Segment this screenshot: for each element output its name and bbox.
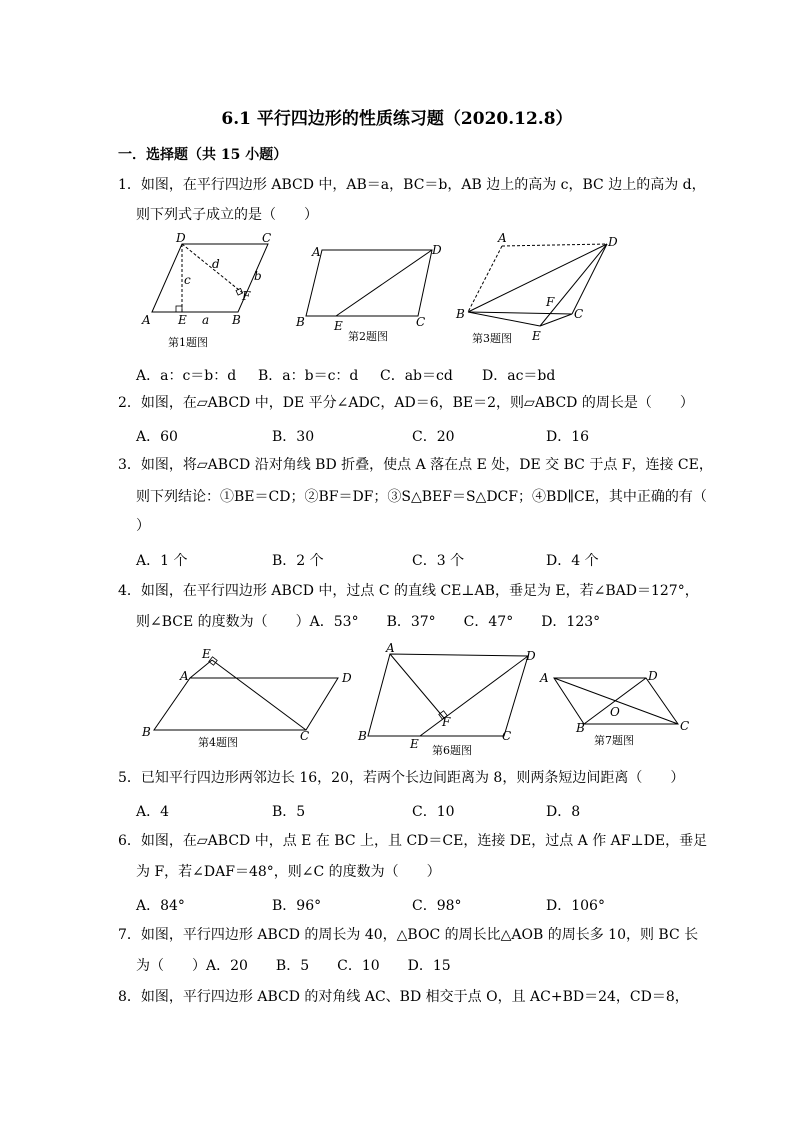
q1-option-c: C．ab＝cd xyxy=(380,368,453,384)
q1-option-b: B．a：b＝c：d xyxy=(258,368,359,384)
fig2-label: D xyxy=(432,243,442,257)
q8-line1: 8．如图，平行四边形 ABCD 的对角线 AC、BD 相交于点 O，且 AC+BD＝24，CD＝8， xyxy=(118,989,689,1005)
fig1-label: F xyxy=(242,289,251,303)
figure-4 xyxy=(138,644,358,754)
section-heading: 一．选择题（共 15 小题） xyxy=(118,147,288,163)
fig2-label: C xyxy=(416,315,426,329)
q6-option-d: D．106° xyxy=(546,898,605,914)
fig3-label: C xyxy=(574,307,584,321)
fig3-label: B xyxy=(456,307,465,321)
q4-line1: 4．如图，在平行四边形 ABCD 中，过点 C 的直线 CE⊥AB，垂足为 E，若∠BAD＝127°， xyxy=(118,583,699,599)
fig3-label: F xyxy=(546,295,555,309)
fig3-ad xyxy=(502,244,607,246)
fig7-label: D xyxy=(648,669,658,683)
fig1-label: B xyxy=(232,313,241,327)
q5-line1: 5．已知平行四边形两邻边长 16，20，若两个长边间距离为 8，则两条短边间距离（ ） xyxy=(118,770,685,786)
q3-line2: 则下列结论：①BE＝CD；②BF＝DF；③S△BEF＝S△DCF；④BD∥CE，其中正确的有（ xyxy=(136,489,707,505)
figure-7 xyxy=(540,666,700,751)
fig4-label: C xyxy=(300,729,310,743)
fig1-label: c xyxy=(184,273,191,287)
fig4-caption: 第4题图 xyxy=(198,736,238,749)
fig6-label: A xyxy=(386,641,395,655)
fig1-label: E xyxy=(178,313,187,327)
q7-line1: 7．如图，平行四边形 ABCD 的周长为 40，△BOC 的周长比△AOB 的周长多 10，则 BC 长 xyxy=(118,927,699,943)
q6-line1: 6．如图，在▱ABCD 中，点 E 在 BC 上，且 CD＝CE，连接 DE，过点 A 作 AF⊥DE，垂足 xyxy=(118,833,708,849)
fig3-dc xyxy=(572,244,607,314)
q1-option-d: D．ac＝bd xyxy=(482,368,556,384)
fig2-label: A xyxy=(312,245,321,259)
fig6-label: E xyxy=(410,737,419,751)
q1-option-a: A．a：c＝b：d xyxy=(136,368,237,384)
fig3-bc xyxy=(468,312,572,314)
fig3-label: E xyxy=(532,329,541,343)
fig1-label: b xyxy=(254,269,262,283)
q2-option-c: C．20 xyxy=(412,429,455,445)
q3-option-d: D．4 个 xyxy=(546,553,599,569)
q2-option-d: D．16 xyxy=(546,429,590,445)
figure-6 xyxy=(356,641,546,759)
fig2-label: E xyxy=(334,319,343,333)
q2-line1: 2．如图，在▱ABCD 中，DE 平分∠ADC，AD＝6，BE＝2，则▱ABCD 的周长是（ ） xyxy=(118,395,694,411)
fig6-de xyxy=(420,656,528,736)
q3-option-b: B．2 个 xyxy=(272,553,324,569)
q2-option-a: A．60 xyxy=(136,429,178,445)
fig1-label: D xyxy=(176,231,186,245)
q2-option-b: B．30 xyxy=(272,429,315,445)
q3-option-a: A．1 个 xyxy=(136,553,188,569)
q3-line3: ） xyxy=(136,518,150,534)
fig4-label: D xyxy=(342,671,352,685)
fig7-label: A xyxy=(540,671,549,685)
fig2-label: B xyxy=(296,315,305,329)
q7-line2: 为（ ）A．20 B．5 C．10 D．15 xyxy=(136,958,451,974)
fig4-ae-extension xyxy=(190,660,212,678)
fig6-label: B xyxy=(358,729,367,743)
fig7-caption: 第7题图 xyxy=(594,734,634,747)
fig7-label: C xyxy=(680,719,690,733)
figure-1 xyxy=(138,231,288,351)
figure-2 xyxy=(292,240,442,345)
fig1-label: d xyxy=(212,257,220,271)
fig3-be xyxy=(468,312,540,326)
fig1-parallelogram xyxy=(152,244,268,312)
q4-line2: 则∠BCE 的度数为（ ）A．53° B．37° C．47° D．123° xyxy=(136,614,601,630)
fig1-label: a xyxy=(202,313,210,327)
fig2-segment-de xyxy=(336,250,432,316)
fig1-label: A xyxy=(142,313,151,327)
fig2-caption: 第2题图 xyxy=(348,330,388,343)
q5-option-d: D．8 xyxy=(546,804,581,820)
q6-option-b: B．96° xyxy=(272,898,322,914)
fig6-caption: 第6题图 xyxy=(432,744,472,757)
q3-line1: 3．如图，将▱ABCD 沿对角线 BD 折叠，使点 A 落在点 E 处，DE 交 BC 于点 F，连接 CE， xyxy=(118,457,713,473)
q1-line2: 则下列式子成立的是（ ） xyxy=(136,207,318,223)
fig7-label: B xyxy=(576,721,585,735)
fig3-label: D xyxy=(608,235,618,249)
fig6-label: F xyxy=(442,715,451,729)
fig1-label: C xyxy=(262,231,272,245)
fig6-label: D xyxy=(526,649,536,663)
q6-line2: 为 F，若∠DAF＝48°，则∠C 的度数为（ ） xyxy=(136,864,441,880)
fig1-right-angle-e xyxy=(176,306,182,312)
figure-3 xyxy=(452,232,622,347)
fig3-bd xyxy=(468,244,607,312)
fig2-parallelogram xyxy=(306,250,432,316)
q5-option-a: A．4 xyxy=(136,804,170,820)
q5-option-b: B．5 xyxy=(272,804,306,820)
page-title: 6.1 平行四边形的性质练习题（2020.12.8） xyxy=(221,109,573,129)
fig4-label: E xyxy=(202,647,211,661)
fig4-label: A xyxy=(180,669,189,683)
q3-option-c: C．3 个 xyxy=(412,553,465,569)
fig4-ec xyxy=(212,660,306,730)
fig4-label: B xyxy=(142,725,151,739)
fig7-label: O xyxy=(610,705,620,719)
fig3-label: A xyxy=(498,231,507,245)
fig3-caption: 第3题图 xyxy=(472,332,512,345)
fig3-ab xyxy=(468,246,502,312)
q6-option-c: C．98° xyxy=(412,898,462,914)
fig6-af xyxy=(390,654,444,718)
fig6-label: C xyxy=(502,729,512,743)
q5-option-c: C．10 xyxy=(412,804,455,820)
q1-line1: 1．如图，在平行四边形 ABCD 中，AB＝a，BC＝b，AB 边上的高为 c，BC 边上的高为 d， xyxy=(118,177,706,193)
fig1-caption: 第1题图 xyxy=(168,336,208,349)
q6-option-a: A．84° xyxy=(136,898,185,914)
